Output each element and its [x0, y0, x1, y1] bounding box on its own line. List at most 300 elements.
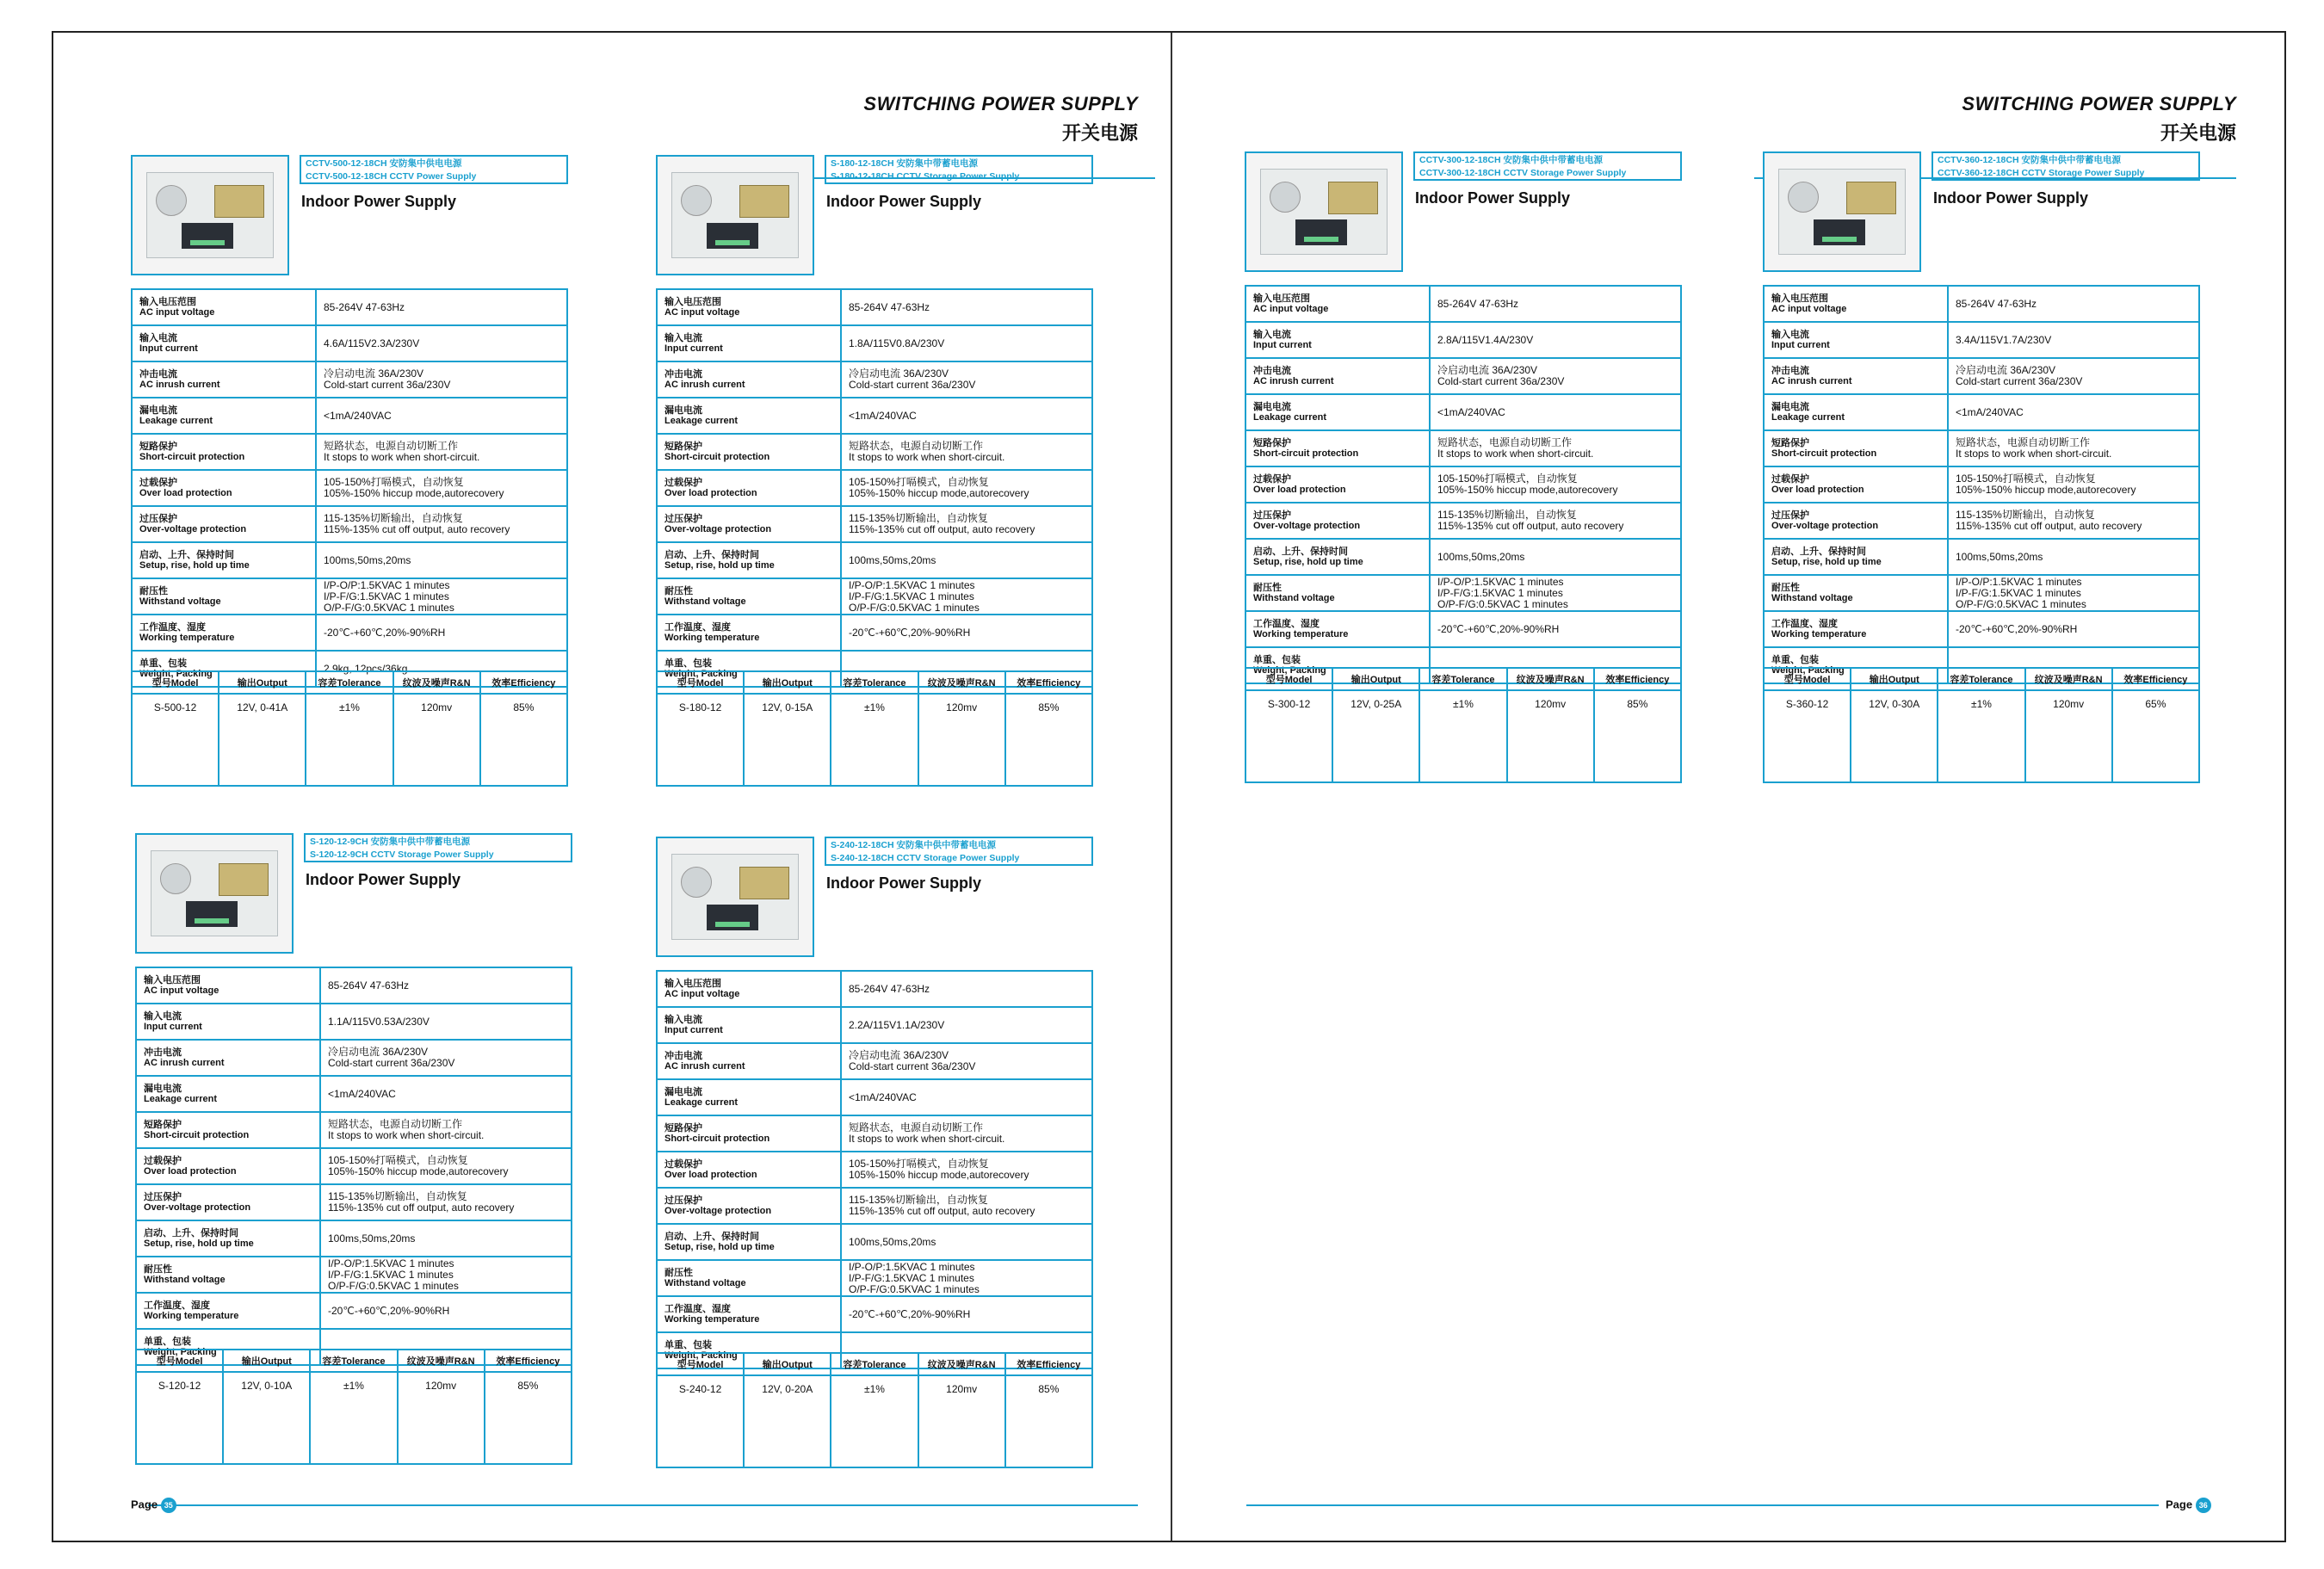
spec-key-en: Working temperature — [1771, 629, 1867, 639]
spec-key — [657, 1115, 841, 1152]
output-data-row — [136, 1372, 572, 1464]
spec-key — [1764, 503, 1948, 539]
spec-key — [136, 1184, 320, 1220]
spec-value-line: 短路状态，电源自动切断工作 — [1956, 436, 2091, 448]
spec-key-en: Over-voltage protection — [664, 524, 772, 534]
spec-value-line: 短路状态，电源自动切断工作 — [849, 440, 984, 452]
spec-key-cn: 耐压性 — [1771, 583, 1800, 593]
spec-key-cn: 过压保护 — [139, 514, 177, 524]
spec-value-line: 85-264V 47-63Hz — [324, 300, 405, 313]
spec-value-line: 115-135%切断输出，自动恢复 — [849, 1194, 988, 1206]
spec-key — [136, 1040, 320, 1076]
spec-key-cn: 过载保护 — [139, 478, 177, 488]
spec-value — [320, 1040, 572, 1076]
spec-row — [1245, 322, 1681, 358]
spec-row — [1245, 358, 1681, 394]
spec-key-en: Short-circuit protection — [664, 452, 770, 462]
spec-key-cn: 单重、包装 — [139, 658, 187, 669]
spec-key-cn: 输入电压范围 — [1253, 293, 1310, 304]
spec-key-en: Over-voltage protection — [139, 524, 247, 534]
spec-key — [657, 615, 841, 651]
spec-key-en: Setup, rise, hold up time — [144, 1239, 254, 1249]
spec-key-cn: 漏电电流 — [139, 405, 177, 416]
spec-value-line: 3.4A/115V1.7A/230V — [1956, 333, 2052, 346]
spec-value-line: 115-135%切断输出，自动恢复 — [328, 1190, 467, 1202]
spec-key-en: Input current — [664, 343, 723, 354]
spec-key-cn: 启动、上升、保持时间 — [1771, 547, 1866, 557]
spec-value — [320, 1112, 572, 1148]
spec-value-line: It stops to work when short-circuit. — [849, 1133, 1005, 1145]
product-card — [1245, 151, 1682, 831]
power-box-image — [1260, 169, 1388, 255]
spec-value-line: 115-135%切断输出，自动恢复 — [1437, 509, 1577, 521]
spec-value-line: Cold-start current 36a/230V — [1437, 375, 1565, 387]
spec-value-line: 2.9kg, 12pcs/36kg — [324, 662, 408, 675]
spec-key — [1245, 430, 1430, 466]
spec-value-line: 冷启动电流 36A/230V — [324, 368, 424, 380]
spec-row — [1764, 466, 2199, 503]
product-photo — [1763, 151, 1921, 272]
model-tag — [304, 833, 572, 862]
spec-key-en: Leakage current — [1771, 412, 1845, 423]
spec-value — [841, 615, 1092, 651]
spec-value — [841, 361, 1092, 398]
spec-key — [136, 1004, 320, 1040]
spec-key-en: Working temperature — [144, 1311, 239, 1321]
spec-row — [657, 971, 1092, 1007]
spec-value-line: 105-150%打嗝模式，自动恢复 — [324, 476, 464, 488]
spec-value — [1948, 394, 2199, 430]
spec-key — [136, 967, 320, 1004]
spec-key-en: AC input voltage — [1771, 304, 1847, 314]
output-header-cell: 输出Output — [1332, 668, 1419, 690]
spec-key — [136, 1148, 320, 1184]
product-card — [656, 837, 1093, 1516]
spec-value — [1948, 358, 2199, 394]
spec-key — [657, 506, 841, 542]
spec-row — [136, 1148, 572, 1184]
spec-value — [1948, 575, 2199, 611]
spec-key-en: Setup, rise, hold up time — [1771, 557, 1882, 567]
output-header-row — [1764, 668, 2199, 690]
spec-key-cn: 输入电流 — [664, 1015, 702, 1025]
output-header-row — [132, 671, 567, 694]
model-tag-cn: S-240-12-18CH 安防集中供中带蓄电电源 — [831, 840, 996, 850]
spec-key-cn: 启动、上升、保持时间 — [664, 550, 759, 560]
spec-value-line: 115-135%切断输出，自动恢复 — [849, 512, 988, 524]
spec-key-cn: 短路保护 — [664, 442, 702, 452]
spec-value-line: 105%-150% hiccup mode,autorecovery — [328, 1165, 509, 1177]
spec-value — [316, 615, 567, 651]
spec-key-en: Weight, Packing — [1253, 665, 1326, 676]
spec-value — [841, 1043, 1092, 1079]
spec-value-line: I/P-F/G:1.5KVAC 1 minutes — [849, 1271, 974, 1284]
spec-value-line: 85-264V 47-63Hz — [849, 300, 930, 313]
output-header-cell: 效率Efficiency — [2112, 668, 2199, 690]
spec-value-line: 冷启动电流 36A/230V — [1956, 364, 2056, 376]
spec-key — [136, 1257, 320, 1293]
power-box-image — [671, 854, 799, 940]
output-header-cell: 效率Efficiency — [1594, 668, 1681, 690]
output-table — [1245, 667, 1682, 783]
spec-row — [1245, 430, 1681, 466]
spec-row — [657, 1007, 1092, 1043]
spec-row — [1245, 575, 1681, 611]
spec-value — [316, 506, 567, 542]
spec-value-line: -20℃-+60℃,20%-90%RH — [1956, 622, 2078, 635]
output-table — [131, 670, 568, 787]
spec-key-cn: 工作温度、湿度 — [664, 1304, 731, 1314]
model-tag-en: S-120-12-9CH CCTV Storage Power Supply — [310, 849, 494, 860]
spec-key-cn: 短路保护 — [1253, 438, 1291, 448]
spec-value-line: <1mA/240VAC — [849, 1090, 917, 1103]
spec-key-en: Weight, Packing — [1771, 665, 1845, 676]
spec-value-line: 100ms,50ms,20ms — [328, 1232, 416, 1245]
output-header-cell: 容差Tolerance — [831, 671, 918, 694]
spec-value-line: 2.8A/115V1.4A/230V — [1437, 333, 1534, 346]
spec-key-en: Over load protection — [664, 1170, 757, 1180]
page-footer-left — [131, 1498, 176, 1513]
spec-value — [320, 1184, 572, 1220]
spec-key-cn: 单重、包装 — [1771, 655, 1819, 665]
spec-table — [1245, 285, 1682, 684]
spec-row — [657, 470, 1092, 506]
spec-key-cn: 冲击电流 — [139, 369, 177, 380]
spec-value-line: 115%-135% cut off output, auto recovery — [1437, 520, 1624, 532]
product-photo — [1245, 151, 1403, 272]
page-header-right — [1720, 93, 2236, 145]
spec-value — [841, 578, 1092, 615]
spec-value-line: I/P-F/G:1.5KVAC 1 minutes — [324, 590, 449, 602]
output-header-cell: 型号Model — [1245, 668, 1332, 690]
spec-key-cn: 启动、上升、保持时间 — [664, 1232, 759, 1242]
spec-row — [1764, 430, 2199, 466]
output-header-cell: 输出Output — [744, 671, 831, 694]
indoor-label: Indoor Power Supply — [1933, 189, 2089, 207]
spec-row — [1245, 286, 1681, 322]
spec-row — [132, 325, 567, 361]
spec-key — [1245, 358, 1430, 394]
output-data-cell: 12V, 0-20A — [744, 1375, 831, 1467]
model-tag — [1413, 151, 1682, 181]
spec-value-line: It stops to work when short-circuit. — [1437, 448, 1594, 460]
spec-key-cn: 输入电压范围 — [144, 975, 201, 985]
spec-key-en: Over-voltage protection — [1771, 521, 1879, 531]
spec-row — [657, 1152, 1092, 1188]
power-box-image — [151, 850, 278, 936]
power-box-image — [1778, 169, 1906, 255]
spec-key-cn: 冲击电流 — [1253, 366, 1291, 376]
spec-key-cn: 输入电流 — [144, 1011, 182, 1022]
spec-row — [657, 361, 1092, 398]
spec-key-en: Short-circuit protection — [664, 1134, 770, 1144]
spec-key — [657, 1188, 841, 1224]
output-header-row — [136, 1350, 572, 1372]
spec-value — [1430, 322, 1681, 358]
spec-key-en: Input current — [1771, 340, 1830, 350]
output-header-cell: 容差Tolerance — [831, 1353, 918, 1375]
spec-value-line: 105-150%打嗝模式，自动恢复 — [849, 1158, 989, 1170]
spec-key-en: AC inrush current — [144, 1058, 225, 1068]
spec-value-line: Cold-start current 36a/230V — [324, 379, 451, 391]
output-data-cell: 85% — [1594, 690, 1681, 782]
spec-key — [132, 434, 316, 470]
spec-value-line: -20℃-+60℃,20%-90%RH — [328, 1304, 450, 1317]
spec-key-en: Short-circuit protection — [1253, 448, 1359, 459]
left-page — [53, 33, 1171, 1541]
output-header-cell: 容差Tolerance — [306, 671, 392, 694]
output-data-cell: 12V, 0-15A — [744, 694, 831, 786]
spec-key — [657, 361, 841, 398]
right-page — [1172, 33, 2290, 1541]
model-tag — [825, 155, 1093, 184]
output-data-cell: 120mv — [1507, 690, 1594, 782]
spec-row — [1764, 358, 2199, 394]
output-header-cell: 纹波及噪声R&N — [398, 1350, 485, 1372]
spec-value — [320, 1076, 572, 1112]
spec-row — [657, 398, 1092, 434]
spec-key-en: Weight, Packing — [144, 1347, 217, 1357]
spec-key-cn: 过压保护 — [664, 514, 702, 524]
spec-value — [841, 1260, 1092, 1296]
spec-value-line: O/P-F/G:0.5KVAC 1 minutes — [1956, 597, 2086, 610]
product-photo — [135, 833, 294, 954]
model-tag-cn: S-120-12-9CH 安防集中供中带蓄电电源 — [310, 837, 471, 847]
header-title-en: SWITCHING POWER SUPPLY — [863, 93, 1138, 114]
spec-value — [841, 325, 1092, 361]
spec-key-en: AC inrush current — [664, 1061, 745, 1072]
spec-row — [136, 1220, 572, 1257]
output-table — [656, 1352, 1093, 1468]
product-card — [1763, 151, 2200, 831]
spec-row — [1764, 286, 2199, 322]
spec-value — [320, 1004, 572, 1040]
spec-key-cn: 短路保护 — [139, 442, 177, 452]
output-header-cell: 输出Output — [219, 671, 306, 694]
output-header-row — [657, 671, 1092, 694]
spec-table — [131, 288, 568, 688]
output-data-cell: 120mv — [393, 694, 480, 786]
spec-value — [841, 1115, 1092, 1152]
model-tag — [1932, 151, 2200, 181]
output-data-row — [1245, 690, 1681, 782]
spec-value-line: O/P-F/G:0.5KVAC 1 minutes — [328, 1279, 459, 1292]
spec-key — [1764, 539, 1948, 575]
spec-value-line: -20℃-+60℃,20%-90%RH — [1437, 622, 1560, 635]
output-data-cell: ±1% — [306, 694, 392, 786]
spec-key-en: Leakage current — [144, 1094, 217, 1104]
spec-row — [1764, 394, 2199, 430]
page-number-badge: 36 — [2196, 1498, 2211, 1513]
spec-row — [136, 1184, 572, 1220]
spec-value-line: I/P-O/P:1.5KVAC 1 minutes — [324, 578, 450, 591]
product-card — [135, 833, 572, 1513]
spec-value-line: -20℃-+60℃,20%-90%RH — [849, 626, 971, 639]
spec-row — [136, 967, 572, 1004]
spec-key-en: Working temperature — [664, 633, 760, 643]
model-tag-en: S-240-12-18CH CCTV Storage Power Supply — [831, 853, 1020, 863]
spec-table — [135, 967, 572, 1366]
header-title-en: SWITCHING POWER SUPPLY — [1962, 93, 2236, 114]
spec-value-line: <1mA/240VAC — [1437, 405, 1505, 418]
spec-value-line: 105-150%打嗝模式，自动恢复 — [1956, 473, 2096, 485]
spec-key — [1245, 611, 1430, 647]
spec-value-line: O/P-F/G:0.5KVAC 1 minutes — [1437, 597, 1568, 610]
spec-key — [657, 1079, 841, 1115]
spec-value-line: 105-150%打嗝模式，自动恢复 — [1437, 473, 1578, 485]
spec-key — [657, 325, 841, 361]
spec-key-cn: 漏电电流 — [1771, 402, 1809, 412]
spec-value-line: 105-150%打嗝模式，自动恢复 — [328, 1154, 468, 1166]
spec-value — [1430, 575, 1681, 611]
product-photo — [656, 837, 814, 957]
page-label: Page — [2166, 1498, 2193, 1511]
spec-key-cn: 输入电流 — [1253, 330, 1291, 340]
header-title-zh: 开关电源 — [1061, 122, 1138, 144]
spec-value — [316, 361, 567, 398]
spec-key — [657, 542, 841, 578]
output-header-cell: 效率Efficiency — [485, 1350, 572, 1372]
spec-value — [1948, 430, 2199, 466]
output-data-cell: 120mv — [918, 694, 1005, 786]
output-data-cell: 12V, 0-10A — [223, 1372, 310, 1464]
output-data-cell: 12V, 0-30A — [1851, 690, 1938, 782]
spec-row — [132, 289, 567, 325]
output-data-row — [657, 694, 1092, 786]
spec-value — [1430, 430, 1681, 466]
model-tag-cn: CCTV-500-12-18CH 安防集中供电电源 — [306, 158, 462, 169]
spec-key-en: AC inrush current — [139, 380, 220, 390]
spec-value — [1948, 503, 2199, 539]
spec-key-cn: 单重、包装 — [664, 658, 712, 669]
spec-value-line: 115-135%切断输出，自动恢复 — [324, 512, 463, 524]
spec-key-cn: 启动、上升、保持时间 — [1253, 547, 1348, 557]
spec-key — [132, 578, 316, 615]
spec-value — [1430, 539, 1681, 575]
spec-key-en: Over load protection — [1771, 485, 1864, 495]
spec-value — [316, 578, 567, 615]
spec-value — [316, 470, 567, 506]
spec-value-line: 115%-135% cut off output, auto recovery — [849, 1205, 1035, 1217]
spec-value-line: O/P-F/G:0.5KVAC 1 minutes — [324, 601, 454, 614]
spec-key — [1245, 575, 1430, 611]
spec-value-line: Cold-start current 36a/230V — [849, 379, 976, 391]
spec-value-line: <1mA/240VAC — [328, 1087, 396, 1100]
spec-row — [657, 1224, 1092, 1260]
spec-key-en: Withstand voltage — [1771, 593, 1853, 603]
spec-value-line: 1.8A/115V0.8A/230V — [849, 337, 945, 349]
spec-value-line: O/P-F/G:0.5KVAC 1 minutes — [849, 1282, 980, 1295]
output-data-cell: S-240-12 — [657, 1375, 744, 1467]
output-data-cell: 85% — [1005, 694, 1092, 786]
spec-key-cn: 过载保护 — [664, 478, 702, 488]
spec-value — [841, 1079, 1092, 1115]
spec-key-cn: 工作温度、湿度 — [1253, 619, 1320, 629]
spec-value-line: 冷启动电流 36A/230V — [1437, 364, 1538, 376]
spec-value-line: 105%-150% hiccup mode,autorecovery — [849, 1169, 1029, 1181]
output-header-cell: 纹波及噪声R&N — [918, 1353, 1005, 1375]
output-data-cell: S-120-12 — [136, 1372, 223, 1464]
model-tag-en: S-180-12-18CH CCTV Storage Power Supply — [831, 171, 1020, 182]
spec-key — [1764, 575, 1948, 611]
spec-value — [320, 1293, 572, 1329]
spec-key-cn: 单重、包装 — [144, 1337, 191, 1347]
output-header-cell: 纹波及噪声R&N — [918, 671, 1005, 694]
spec-value-line: 100ms,50ms,20ms — [849, 553, 936, 566]
spec-value — [316, 542, 567, 578]
spec-key-en: Setup, rise, hold up time — [664, 560, 775, 571]
power-box-image — [146, 172, 274, 258]
spec-value-line: 100ms,50ms,20ms — [849, 1235, 936, 1248]
spec-value-line: <1mA/240VAC — [324, 409, 392, 422]
spec-value-line: I/P-O/P:1.5KVAC 1 minutes — [328, 1257, 454, 1269]
spec-key-cn: 耐压性 — [664, 586, 693, 596]
spec-value — [841, 1007, 1092, 1043]
output-header-row — [657, 1353, 1092, 1375]
output-data-cell: ±1% — [1419, 690, 1506, 782]
spec-key — [657, 1224, 841, 1260]
spec-key-en: Leakage current — [1253, 412, 1326, 423]
product-card — [131, 155, 568, 835]
spec-value-line: 冷启动电流 36A/230V — [849, 368, 949, 380]
spec-row — [657, 1115, 1092, 1152]
spec-row — [136, 1293, 572, 1329]
spec-key-en: Input current — [139, 343, 198, 354]
spec-key-cn: 耐压性 — [664, 1268, 693, 1278]
spec-value — [316, 434, 567, 470]
spec-key-en: Over-voltage protection — [1253, 521, 1361, 531]
output-data-cell: 120mv — [918, 1375, 1005, 1467]
footer-rule — [1246, 1504, 2159, 1506]
spec-key — [657, 434, 841, 470]
spec-value-line: I/P-O/P:1.5KVAC 1 minutes — [849, 1260, 975, 1273]
spec-key-en: Short-circuit protection — [144, 1130, 250, 1140]
spec-key — [132, 506, 316, 542]
output-header-cell: 型号Model — [132, 671, 219, 694]
spec-value-line: 85-264V 47-63Hz — [1437, 297, 1519, 310]
spec-key-en: Setup, rise, hold up time — [1253, 557, 1363, 567]
output-header-cell: 效率Efficiency — [1005, 671, 1092, 694]
spec-value-line: Cold-start current 36a/230V — [1956, 375, 2083, 387]
spec-value-line: <1mA/240VAC — [849, 409, 917, 422]
model-tag-cn: S-180-12-18CH 安防集中带蓄电电源 — [831, 158, 978, 169]
spec-value-line: 115%-135% cut off output, auto recovery — [328, 1201, 515, 1214]
spec-key-en: AC input voltage — [144, 985, 219, 996]
spec-key-en: AC input voltage — [1253, 304, 1329, 314]
spec-row — [657, 1260, 1092, 1296]
spec-table — [656, 970, 1093, 1369]
spec-key — [1245, 503, 1430, 539]
spec-key-cn: 漏电电流 — [1253, 402, 1291, 412]
spec-key — [1764, 466, 1948, 503]
spec-row — [136, 1004, 572, 1040]
spec-key-en: Over load protection — [664, 488, 757, 498]
spec-key — [1245, 286, 1430, 322]
spec-key-en: Withstand voltage — [664, 1278, 746, 1288]
output-header-cell: 型号Model — [136, 1350, 223, 1372]
spec-key — [657, 289, 841, 325]
spec-row — [1764, 503, 2199, 539]
spec-row — [136, 1112, 572, 1148]
spec-key-en: Leakage current — [139, 416, 213, 426]
indoor-label: Indoor Power Supply — [306, 871, 461, 888]
spec-value-line: 115%-135% cut off output, auto recovery — [324, 523, 510, 535]
spec-key-cn: 耐压性 — [1253, 583, 1282, 593]
spec-value — [316, 398, 567, 434]
spec-value — [1948, 611, 2199, 647]
spec-key-en: Weight, Packing — [139, 669, 213, 679]
spec-key-cn: 冲击电流 — [1771, 366, 1809, 376]
